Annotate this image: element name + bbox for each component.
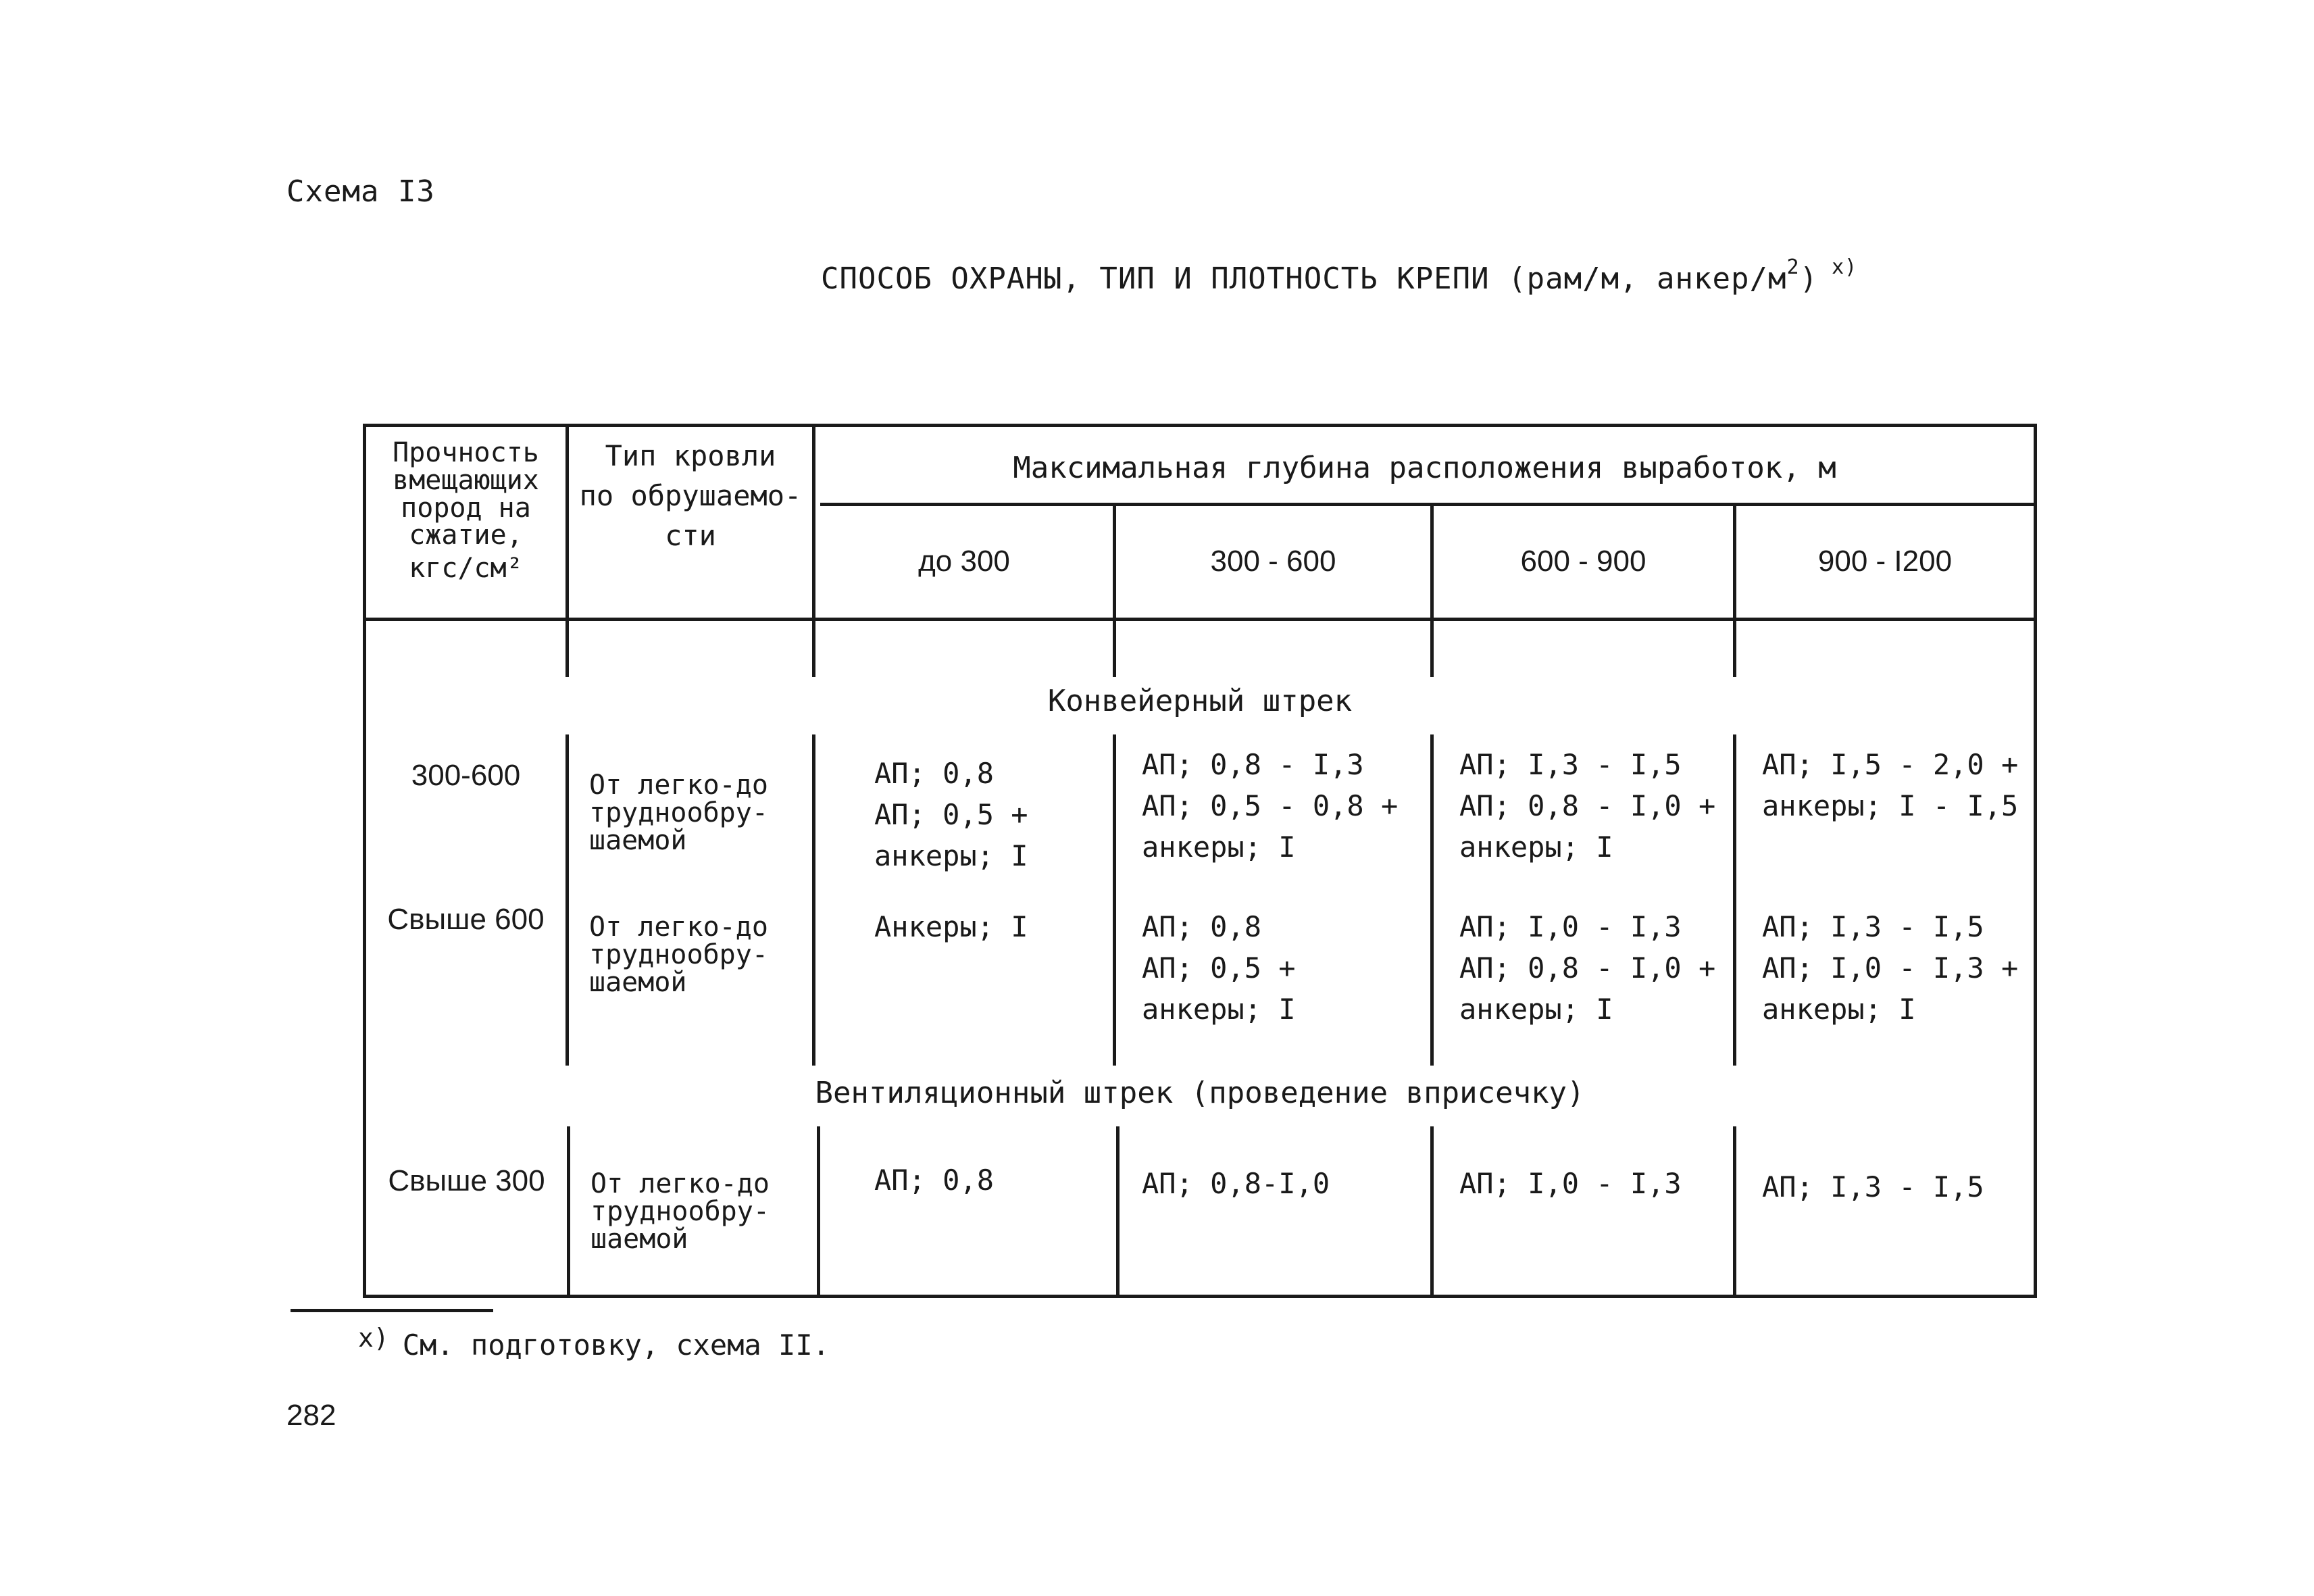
row-roof xyxy=(589,772,768,854)
header-depth-range: 300 - 600 xyxy=(1210,545,1336,578)
row-roof xyxy=(589,914,768,996)
title-close: ) xyxy=(1799,261,1819,296)
cell-line: анкеры; I xyxy=(874,839,1028,872)
row-roof-line: труднообру- xyxy=(589,797,768,828)
header-roof-line: по обрушаемо- xyxy=(579,478,802,512)
row-cell-d2 xyxy=(1142,745,1398,868)
header-bottom-line xyxy=(366,618,2034,621)
cell-line: анкеры; I - I,5 xyxy=(1762,789,2019,822)
cell-line: АП; I,3 - I,5 xyxy=(1762,1170,1984,1203)
col-divider xyxy=(1430,1126,1434,1295)
cell-line: анкеры; I xyxy=(1142,992,1296,1026)
row-cell-d4 xyxy=(1762,907,2018,1030)
row-roof-line: шаемой xyxy=(590,1223,688,1255)
header-roof-type xyxy=(569,437,812,555)
row-strength: Свыше 300 xyxy=(388,1164,545,1197)
footnote-text: См. подготовку, схема II. xyxy=(402,1328,830,1362)
header-depth-range: до 300 xyxy=(918,545,1010,578)
title-superscript: 2 xyxy=(1786,255,1800,279)
row-cell-d1 xyxy=(874,753,1028,877)
col-divider xyxy=(1430,734,1434,1066)
row-roof-line: От легко-до xyxy=(589,770,768,801)
header-strength-line: пород на xyxy=(401,492,531,524)
row-strength: Свыше 600 xyxy=(387,903,545,936)
header-strength-line: кгс/см² xyxy=(409,553,523,584)
row-roof xyxy=(590,1170,770,1253)
footnote-mark: х) xyxy=(358,1323,389,1353)
col-divider xyxy=(1733,621,1736,677)
section-title-ventilation: Вентиляционный штрек (проведение вприсечку) xyxy=(815,1076,1585,1110)
title-footnote-mark: х) xyxy=(1832,255,1858,279)
footnote xyxy=(358,1323,830,1362)
row-strength: 300-600 xyxy=(411,759,521,792)
header-strength-line: Прочность xyxy=(393,437,539,468)
cell-line: АП; 0,8 - I,3 xyxy=(1142,748,1364,781)
section-title-conveyor: Конвейерный штрек xyxy=(1047,684,1353,718)
cell-line: АП; I,5 - 2,0 + xyxy=(1762,748,2019,781)
cell-line: анкеры; I xyxy=(1762,992,1916,1026)
header-roof-line: сти xyxy=(665,518,716,552)
cell-line: анкеры; I xyxy=(1142,830,1296,864)
cell-line: АП; 0,8 xyxy=(1142,910,1262,943)
col-divider xyxy=(1116,1126,1120,1295)
row-roof-line: шаемой xyxy=(589,824,687,856)
col-divider xyxy=(567,1126,570,1295)
document-title xyxy=(821,255,1857,296)
footnote-rule xyxy=(291,1309,493,1312)
cell-line: АП; 0,8 - I,0 + xyxy=(1459,951,1716,984)
cell-line: Анкеры; I xyxy=(874,910,1028,943)
cell-line: АП; I,3 - I,5 xyxy=(1459,748,1682,781)
cell-line: АП; 0,8 xyxy=(874,1164,995,1197)
row-cell-d3 xyxy=(1459,1167,1682,1201)
col-divider xyxy=(565,734,569,1066)
cell-line: АП; 0,5 - 0,8 + xyxy=(1142,789,1399,822)
cell-line: АП; I,0 - I,3 xyxy=(1459,910,1682,943)
row-cell-d2 xyxy=(1142,1167,1330,1201)
col-divider xyxy=(1733,1126,1736,1295)
cell-line: анкеры; I xyxy=(1459,830,1613,864)
cell-line: анкеры; I xyxy=(1459,992,1613,1026)
col-divider xyxy=(1113,734,1116,1066)
col-divider xyxy=(812,734,815,1066)
row-roof-line: От легко-до xyxy=(589,912,768,943)
col-divider xyxy=(1733,734,1736,1066)
row-cell-d4 xyxy=(1762,1170,1984,1204)
row-cell-d1 xyxy=(874,907,1028,948)
col-divider xyxy=(1113,621,1116,677)
header-strength-line: сжатие, xyxy=(409,520,523,551)
scheme-label: Схема I3 xyxy=(286,174,435,209)
row-roof-line: шаемой xyxy=(589,966,687,998)
cell-line: АП; 0,5 + xyxy=(874,797,1028,831)
title-text: СПОСОБ ОХРАНЫ, ТИП И ПЛОТНОСТЬ КРЕПИ (рам/м, анкер/м xyxy=(821,261,1787,296)
row-cell-d3 xyxy=(1459,907,1715,1030)
row-roof-line: труднообру- xyxy=(590,1195,770,1227)
header-divider xyxy=(820,503,2034,506)
header-strength xyxy=(366,439,565,582)
row-roof-line: От легко-до xyxy=(590,1168,770,1199)
header-depth-range: 600 - 900 xyxy=(1520,545,1646,578)
cell-line: АП; 0,8 xyxy=(874,757,995,790)
col-divider xyxy=(565,621,569,677)
page-number: 282 xyxy=(286,1399,336,1432)
row-cell-d2 xyxy=(1142,907,1296,1030)
col-divider xyxy=(1430,621,1434,677)
row-cell-d3 xyxy=(1459,745,1715,868)
support-table xyxy=(363,424,2037,1298)
header-roof-line: Тип кровли xyxy=(605,439,776,472)
header-depth-range: 900 - I200 xyxy=(1817,545,1953,578)
cell-line: АП; I,0 - I,3 xyxy=(1459,1167,1682,1200)
row-cell-d1 xyxy=(874,1164,994,1197)
row-roof-line: труднообру- xyxy=(589,939,768,970)
cell-line: АП; 0,5 + xyxy=(1142,951,1296,984)
cell-line: АП; I,0 - I,3 + xyxy=(1762,951,2019,984)
col-divider xyxy=(817,1126,820,1295)
cell-line: АП; 0,8 - I,0 + xyxy=(1459,789,1716,822)
row-cell-d4 xyxy=(1762,745,2018,827)
cell-line: АП; I,3 - I,5 xyxy=(1762,910,1984,943)
cell-line: АП; 0,8-I,0 xyxy=(1142,1167,1330,1200)
header-depth-title: Максимальная глубина расположения выработок, м xyxy=(1013,451,1836,485)
col-divider xyxy=(812,621,815,677)
header-strength-line: вмещающих xyxy=(393,464,539,496)
